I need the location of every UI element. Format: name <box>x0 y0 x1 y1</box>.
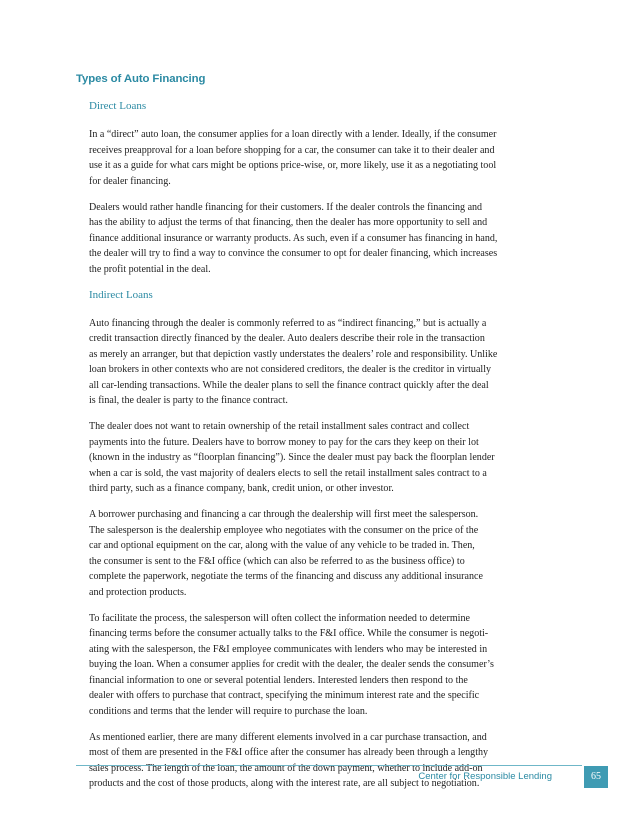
text-line: loan brokers in other contexts who are not considered creditors, the dealer is the creditor in virtually <box>89 364 492 375</box>
paragraph <box>89 127 563 189</box>
text-line: As mentioned earlier, there are many different elements involved in a car purchase transaction, and <box>89 731 487 743</box>
text-line: sales process. The length of the loan, the amount of the down payment, whether to include add-on <box>89 762 483 774</box>
text-line: (known in the industry as “floorplan financing”). Since the dealer must pay back the floorplan lender <box>89 452 495 463</box>
text-line: complete the paperwork, negotiate the terms of the financing and discuss any additional insurance <box>89 571 483 582</box>
text-line: has the ability to adjust the terms of that financing, then the dealer has more opportunity to sell and <box>89 217 488 228</box>
section-title: Types of Auto Financing <box>76 73 206 85</box>
paragraph <box>89 419 563 497</box>
text-line: credit transaction directly financed by the dealer. Auto dealers describe their role in the transaction <box>89 333 485 344</box>
text-line: products and the cost of those products, along with the interest rate, are all subject to negotiation. <box>89 778 480 789</box>
text-line: most of them are presented in the F&I office after the consumer has already been through a lengthy <box>89 747 489 758</box>
text-line: use it as a guide for what cars might be options price-wise, or, more likely, use it as a negotiating tool <box>89 160 497 171</box>
text-line: financing terms before the consumer actually talks to the F&I office. While the consumer is negoti- <box>89 628 489 639</box>
text-line: the consumer is sent to the F&I office (which can also be referred to as the business office) to <box>89 555 465 567</box>
text-line: financial information to one or several potential lenders. Interested lenders then respond to the <box>89 674 468 686</box>
text-line: as merely an arranger, but that depiction vastly understates the dealers’ role and responsibility. Unlike <box>89 348 498 360</box>
text-line: the profit potential in the deal. <box>89 263 211 275</box>
text-line: when a car is sold, the vast majority of dealers elects to sell the retail installment sales contract to a <box>89 467 487 479</box>
text-line: all car-lending transactions. While the dealer plans to sell the finance contract quickly after the deal <box>89 379 489 391</box>
body-content <box>89 99 563 802</box>
text-line: Dealers would rather handle financing for their customers. If the dealer controls the financing and <box>89 201 483 213</box>
paragraph <box>89 507 563 600</box>
indirect-loans-heading: Indirect Loans <box>89 288 153 301</box>
text-line: and protection products. <box>89 586 187 598</box>
text-line: buying the loan. When a consumer applies for credit with the dealer, the dealer sends the consumer’s <box>89 659 494 670</box>
footer-divider <box>76 765 582 766</box>
paragraph <box>89 611 563 720</box>
text-line: receives preapproval for a loan before shopping for a car, the consumer can take it to their dealer and <box>89 144 495 156</box>
direct-loans-section <box>89 127 563 277</box>
paragraph <box>89 730 563 792</box>
indirect-loans-section <box>89 316 563 792</box>
text-line: Auto financing through the dealer is commonly referred to as “indirect financing,” but is actually a <box>89 317 487 329</box>
page-number-badge: 65 <box>584 766 608 788</box>
text-line: for dealer financing. <box>89 175 171 187</box>
text-line: ating with the salesperson, the F&I employee communicates with lenders who may be interested in <box>89 643 488 655</box>
text-line: the dealer will try to find a way to convince the consumer to opt for dealer financing, which increases <box>89 248 498 259</box>
text-line: payments into the future. Dealers have to borrow money to pay for the cars they keep on their lot <box>89 436 479 448</box>
text-line: third party, such as a finance company, bank, credit union, or other investor. <box>89 483 394 494</box>
text-line: A borrower purchasing and financing a car through the dealership will first meet the salesperson. <box>89 509 479 520</box>
text-line: finance additional insurance or warranty products. As such, even if a consumer has financing in hand, <box>89 232 498 244</box>
footer-organization: Center for Responsible Lending <box>418 771 552 782</box>
text-line: dealer with offers to purchase that contract, specifying the minimum interest rate and the specific <box>89 690 480 701</box>
direct-loans-heading: Direct Loans <box>89 100 147 112</box>
text-line: The salesperson is the dealership employee who negotiates with the consumer on the price of the <box>89 524 479 536</box>
text-line: is final, the dealer is party to the finance contract. <box>89 395 288 406</box>
paragraph <box>89 200 563 278</box>
text-line: car and optional equipment on the car, along with the value of any vehicle to be traded in. Then, <box>89 540 475 551</box>
paragraph <box>89 316 563 409</box>
text-line: To facilitate the process, the salesperson will often collect the information needed to determine <box>89 612 470 624</box>
text-line: In a “direct” auto loan, the consumer applies for a loan directly with a lender. Ideally, if the consumer <box>89 129 497 140</box>
text-line: The dealer does not want to retain ownership of the retail installment sales contract and collect <box>89 421 470 432</box>
text-line: conditions and terms that the lender will require to purchase the loan. <box>89 705 368 717</box>
